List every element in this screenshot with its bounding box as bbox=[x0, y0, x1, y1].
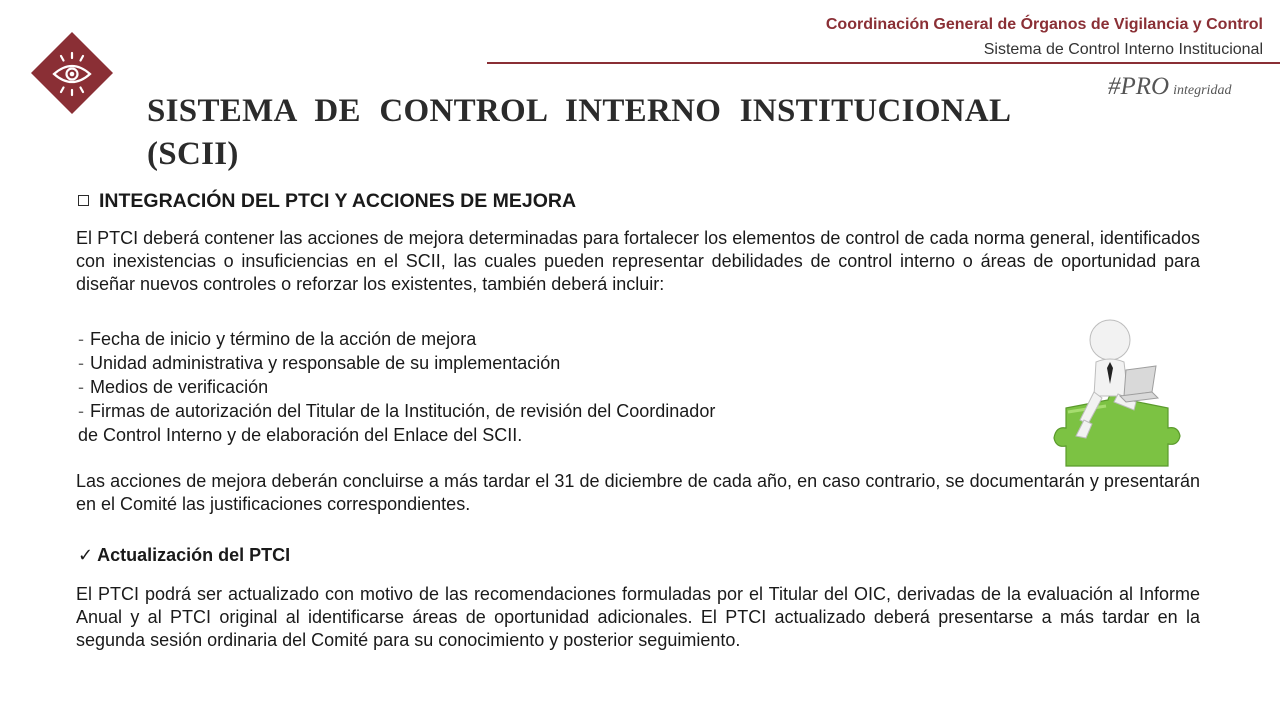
list-item-text: Fecha de inicio y término de la acción de mejora bbox=[90, 329, 477, 349]
paragraph-update: El PTCI podrá ser actualizado con motivo de las recomendaciones formuladas por el Titular del OIC, derivadas de la evaluación al Informe Anual y al PTCI original al identificarse áreas de oportunidad adicionales. El PTCI actualizado deberá presentarse a más tardar en la segunda sesión ordinaria del Comité para su conocimiento y posterior seguimiento. bbox=[76, 584, 1200, 650]
paragraph-deadline: Las acciones de mejora deberán concluirse a más tardar el 31 de diciembre de cada año, en caso contrario, se documentarán y presentarán en el Comité las justificaciones correspondientes. bbox=[76, 471, 1200, 514]
list-item bbox=[78, 375, 958, 399]
dash-bullet-icon: - bbox=[78, 353, 84, 373]
section-heading-text: INTEGRACIÓN DEL PTCI Y ACCIONES DE MEJORA bbox=[99, 190, 577, 212]
checkmark-icon: ✓ bbox=[78, 545, 94, 565]
person-on-puzzle-illustration bbox=[1048, 316, 1192, 472]
list-item-text: Firmas de autorización del Titular de la Institución, de revisión del Coordinador bbox=[90, 401, 716, 421]
page-title: SISTEMA DE CONTROL INTERNO INSTITUCIONAL (SCII) bbox=[147, 93, 1010, 172]
list-item-continuation: de Control Interno y de elaboración del Enlace del SCII. bbox=[78, 425, 523, 445]
eye-icon bbox=[23, 24, 121, 122]
section-heading bbox=[78, 190, 576, 213]
paragraph-ptci-content: El PTCI deberá contener las acciones de mejora determinadas para fortalecer los elementos de control de cada norma general, identificados con inexistencias o insuficiencias en el SCII, las cuales pueden representar debilidades de control interno o áreas de oportunidad para diseñar nuevos controles o reforzar los existentes, también deberá incluir: bbox=[76, 228, 1200, 294]
list-item-text: Medios de verificación bbox=[90, 377, 269, 397]
list-item bbox=[78, 399, 958, 423]
square-bullet-icon bbox=[78, 195, 89, 206]
dash-bullet-icon: - bbox=[78, 329, 84, 349]
header-divider bbox=[487, 62, 1280, 64]
list-item-text: Unidad administrativa y responsable de su implementación bbox=[90, 353, 561, 373]
dash-bullet-icon: - bbox=[78, 377, 84, 397]
header-system: Sistema de Control Interno Institucional bbox=[983, 41, 1263, 58]
subheading-actualizacion bbox=[78, 545, 290, 566]
header-organization: Coordinación General de Órganos de Vigilancia y Control bbox=[825, 16, 1263, 33]
list-item bbox=[78, 351, 958, 375]
pro-tag-main: #PRO bbox=[1108, 73, 1170, 100]
dash-bullet-icon: - bbox=[78, 401, 84, 421]
requirements-list bbox=[78, 327, 958, 447]
pro-integridad-tag bbox=[1108, 73, 1231, 101]
pro-tag-word: integridad bbox=[1173, 83, 1232, 98]
subheading-text: Actualización del PTCI bbox=[97, 545, 291, 565]
list-item bbox=[78, 327, 958, 351]
